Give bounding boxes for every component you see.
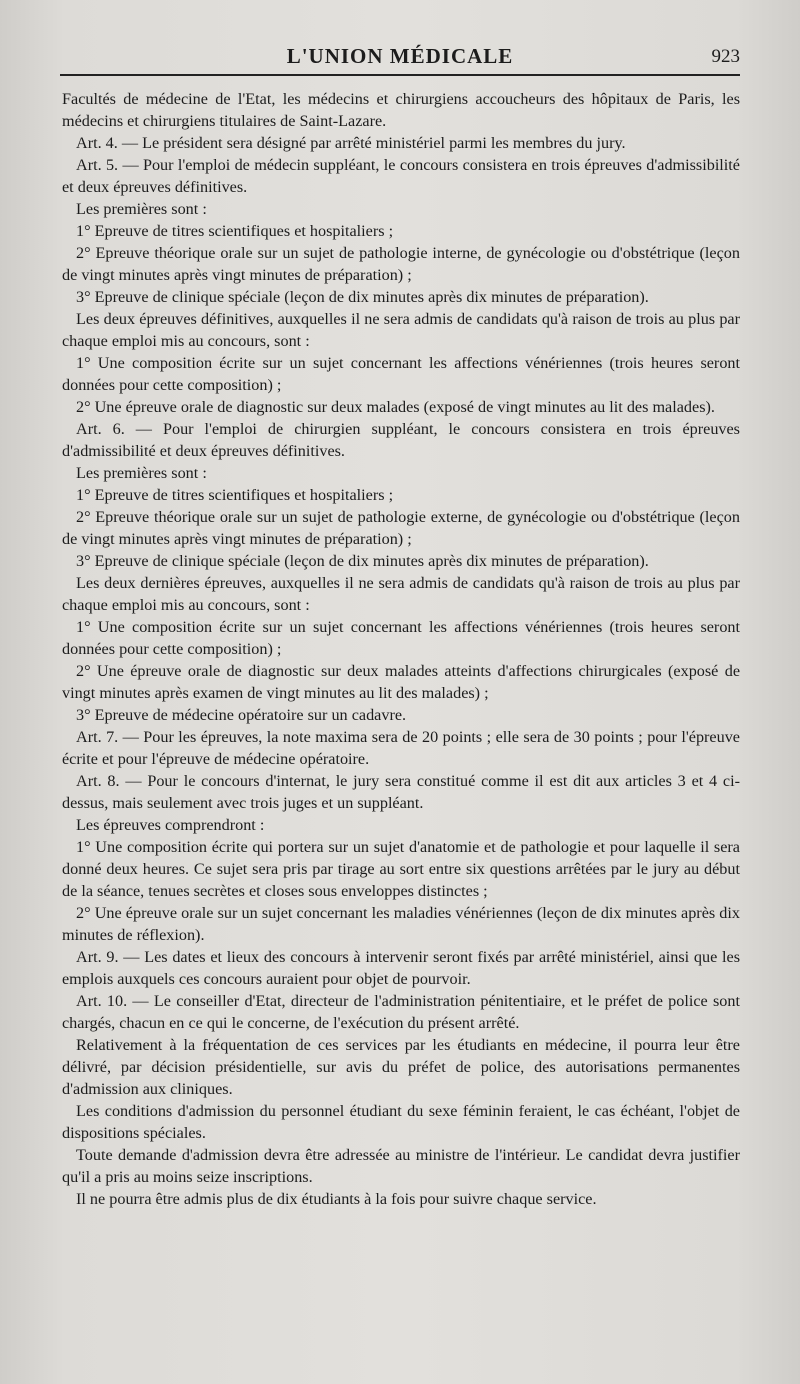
page-number: 923	[711, 46, 740, 67]
paragraph: Les conditions d'admission du personnel étudiant du sexe féminin feraient, le cas échéant, l'objet de dispositions spéciales.	[62, 1102, 740, 1142]
paragraph: Les premières sont :	[76, 200, 207, 218]
paragraph: Art. 6. — Pour l'emploi de chirurgien suppléant, le concours consistera en trois épreuves d'admissibilité et deux épreuves définitives.	[62, 420, 740, 460]
paragraph: Art. 4. — Le président sera désigné par arrêté ministériel parmi les membres du jury.	[76, 134, 626, 152]
paragraph: 2° Epreuve théorique orale sur un sujet de pathologie interne, de gynécologie ou d'obstétrique (leçon de vingt minutes après vingt minutes de préparation) ;	[62, 244, 740, 284]
paragraph: 2° Epreuve théorique orale sur un sujet de pathologie externe, de gynécologie ou d'obstétrique (leçon de vingt minutes après vingt minutes de préparation) ;	[62, 508, 740, 548]
paragraph: Art. 5. — Pour l'emploi de médecin suppléant, le concours consistera en trois épreuves d'admissibilité et deux épreuves définitives.	[62, 156, 740, 196]
paragraph: 1° Une composition écrite qui portera sur un sujet d'anatomie et de pathologie et pour laquelle il sera donné deux heures. Ce sujet sera pris par tirage au sort entre six questions arrêtées par le jury au début de la séance, tenues secrètes et closes sous enveloppes distinctes ;	[62, 838, 740, 900]
paragraph: Toute demande d'admission devra être adressée au ministre de l'intérieur. Le candidat devra justifier qu'il a pris au moins seize inscriptions.	[62, 1146, 740, 1186]
running-head	[60, 40, 740, 76]
paragraph: 1° Une composition écrite sur un sujet concernant les affections vénériennes (trois heures seront données pour cette composition) ;	[62, 354, 740, 394]
paragraph: 1° Une composition écrite sur un sujet concernant les affections vénériennes (trois heures seront données pour cette composition) ;	[62, 618, 740, 658]
paragraph: Relativement à la fréquentation de ces services par les étudiants en médecine, il pourra leur être délivré, par décision présidentielle, sur avis du préfet de police, des autorisations permanentes d'admission aux cliniques.	[62, 1036, 740, 1098]
paragraph: 3° Epreuve de clinique spéciale (leçon de dix minutes après dix minutes de préparation).	[76, 288, 649, 306]
paragraph: Facultés de médecine de l'Etat, les médecins et chirurgiens accoucheurs des hôpitaux de Paris, les médecins et chirurgiens titulaires de Saint-Lazare.	[62, 90, 740, 130]
paragraph: Les premières sont :	[76, 464, 207, 482]
paragraph: 2° Une épreuve orale de diagnostic sur deux malades (exposé de vingt minutes au lit des malades).	[76, 398, 715, 416]
article-body	[62, 88, 740, 1210]
paragraph: Art. 8. — Pour le concours d'internat, le jury sera constitué comme il est dit aux articles 3 et 4 ci-dessus, mais seulement avec trois juges et un suppléant.	[62, 772, 740, 812]
paragraph: 3° Epreuve de médecine opératoire sur un cadavre.	[76, 706, 407, 724]
paragraph: 2° Une épreuve orale sur un sujet concernant les maladies vénériennes (leçon de dix minutes après dix minutes de réflexion).	[62, 904, 740, 944]
journal-title: L'UNION MÉDICALE	[286, 44, 514, 68]
paragraph: Il ne pourra être admis plus de dix étudiants à la fois pour suivre chaque service.	[76, 1190, 597, 1208]
paragraph: 3° Epreuve de clinique spéciale (leçon de dix minutes après dix minutes de préparation).	[76, 552, 649, 570]
paragraph: Art. 10. — Le conseiller d'Etat, directeur de l'administration pénitentiaire, et le préfet de police sont chargés, chacun en ce qui le concerne, de l'exécution du présent arrêté.	[62, 992, 740, 1032]
paragraph: 1° Epreuve de titres scientifiques et hospitaliers ;	[76, 222, 394, 240]
paragraph: Art. 9. — Les dates et lieux des concours à intervenir seront fixés par arrêté ministériel, ainsi que les emplois auxquels ces concours auraient pour objet de pourvoir.	[62, 948, 740, 988]
paragraph: Les deux épreuves définitives, auxquelles il ne sera admis de candidats qu'à raison de trois au plus par chaque emploi mis au concours, sont :	[62, 310, 740, 350]
paragraph: Les épreuves comprendront :	[76, 816, 265, 834]
paragraph: 1° Epreuve de titres scientifiques et hospitaliers ;	[76, 486, 394, 504]
paragraph: Les deux dernières épreuves, auxquelles il ne sera admis de candidats qu'à raison de trois au plus par chaque emploi mis au concours, sont :	[62, 574, 740, 614]
paragraph: 2° Une épreuve orale de diagnostic sur deux malades atteints d'affections chirurgicales (exposé de vingt minutes après examen de vingt minutes au lit des malades) ;	[62, 662, 740, 702]
header-rule	[60, 74, 740, 76]
paragraph: Art. 7. — Pour les épreuves, la note maxima sera de 20 points ; elle sera de 30 points ; pour l'épreuve écrite et pour l'épreuve de médecine opératoire.	[62, 728, 740, 768]
